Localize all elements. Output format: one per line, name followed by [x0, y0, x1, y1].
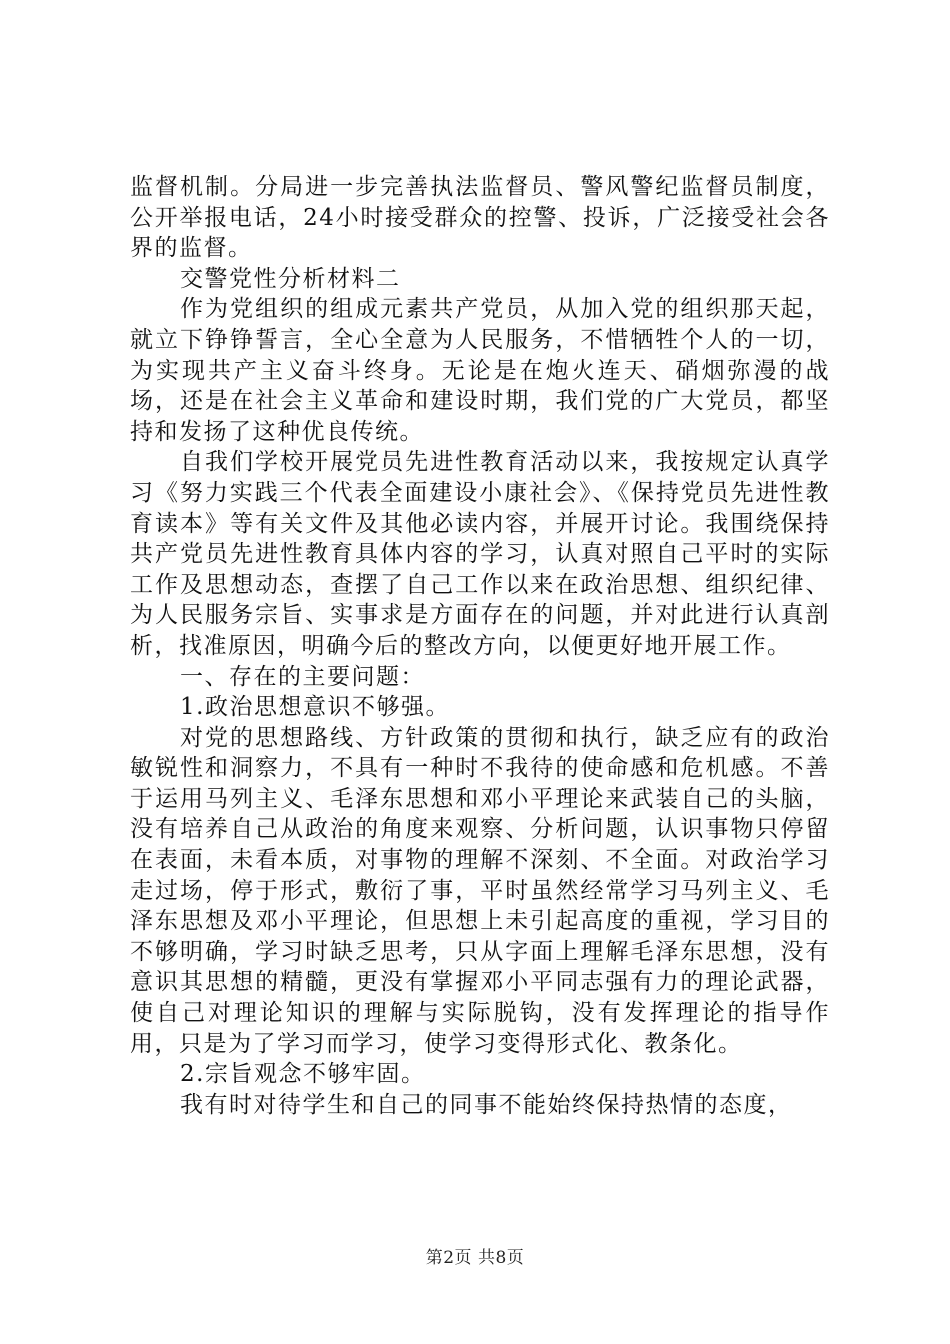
subheading-political-awareness: 1.政治思想意识不够强。 — [180, 694, 450, 721]
paragraph-political-awareness: 对党的思想路线、方针政策的贯彻和执行，缺乏应有的政治敏锐性和洞察力，不具有一种时不我待的使命感和危机感。不善于运用马列主义、毛泽东思想和邓小平理论来武装自己的头脑，没有培养自己从政治的角度来观察、分析问题，认识事物只停留在表面，未看本质，对事物的理解不深刻、不全面。对政治学习走过场，停于形式，敷衍了事，平时虽然经常学习马列主义、毛泽东思想及邓小平理论，但思想上未引起高度的重视，学习目的不够明确，学习时缺乏思考，只从字面上理解毛泽东思想，没有意识其思想的精髓，更没有掌握邓小平同志强有力的理论武器，使自己对理论知识的理解与实际脱钩，没有发挥理论的指导作用，只是为了学习而学习，使学习变得形式化、教条化。 — [130, 724, 830, 1057]
subheading-purpose-concept: 2.宗旨观念不够牢固。 — [180, 1061, 426, 1088]
section-title: 交警党性分析材料二 — [180, 265, 401, 292]
paragraph-intro: 作为党组织的组成元素共产党员，从加入党的组织那天起，就立下铮铮誓言，全心全意为人民服务，不惜牺牲个人的一切，为实现共产主义奋斗终身。无论是在炮火连天、硝烟弥漫的战场，还是在社会主义革命和建设时期，我们党的广大党员，都坚持和发扬了这种优良传统。 — [130, 296, 830, 445]
page-number-footer: 第2页 共8页 — [425, 1248, 525, 1268]
paragraph-continuation: 监督机制。分局进一步完善执法监督员、警风警纪监督员制度，公开举报电话，24小时接受群众的控警、投诉，广泛接受社会各界的监督。 — [130, 174, 830, 262]
document-body — [130, 172, 830, 1120]
heading-main-problems: 一、存在的主要问题： — [180, 663, 425, 690]
paragraph-purpose-concept: 我有时对待学生和自己的同事不能始终保持热情的态度， — [180, 1091, 793, 1118]
paragraph-activity: 自我们学校开展党员先进性教育活动以来，我按规定认真学习《努力实践三个代表全面建设小康社会》、《保持党员先进性教育读本》等有关文件及其他必读内容，并展开讨论。我围绕保持共产党员先进性教育具体内容的学习，认真对照自己平时的实际工作及思想动态，查摆了自己工作以来在政治思想、组织纪律、为人民服务宗旨、实事求是方面存在的问题，并对此进行认真剖析，找准原因，明确今后的整改方向，以便更好地开展工作。 — [130, 449, 830, 659]
